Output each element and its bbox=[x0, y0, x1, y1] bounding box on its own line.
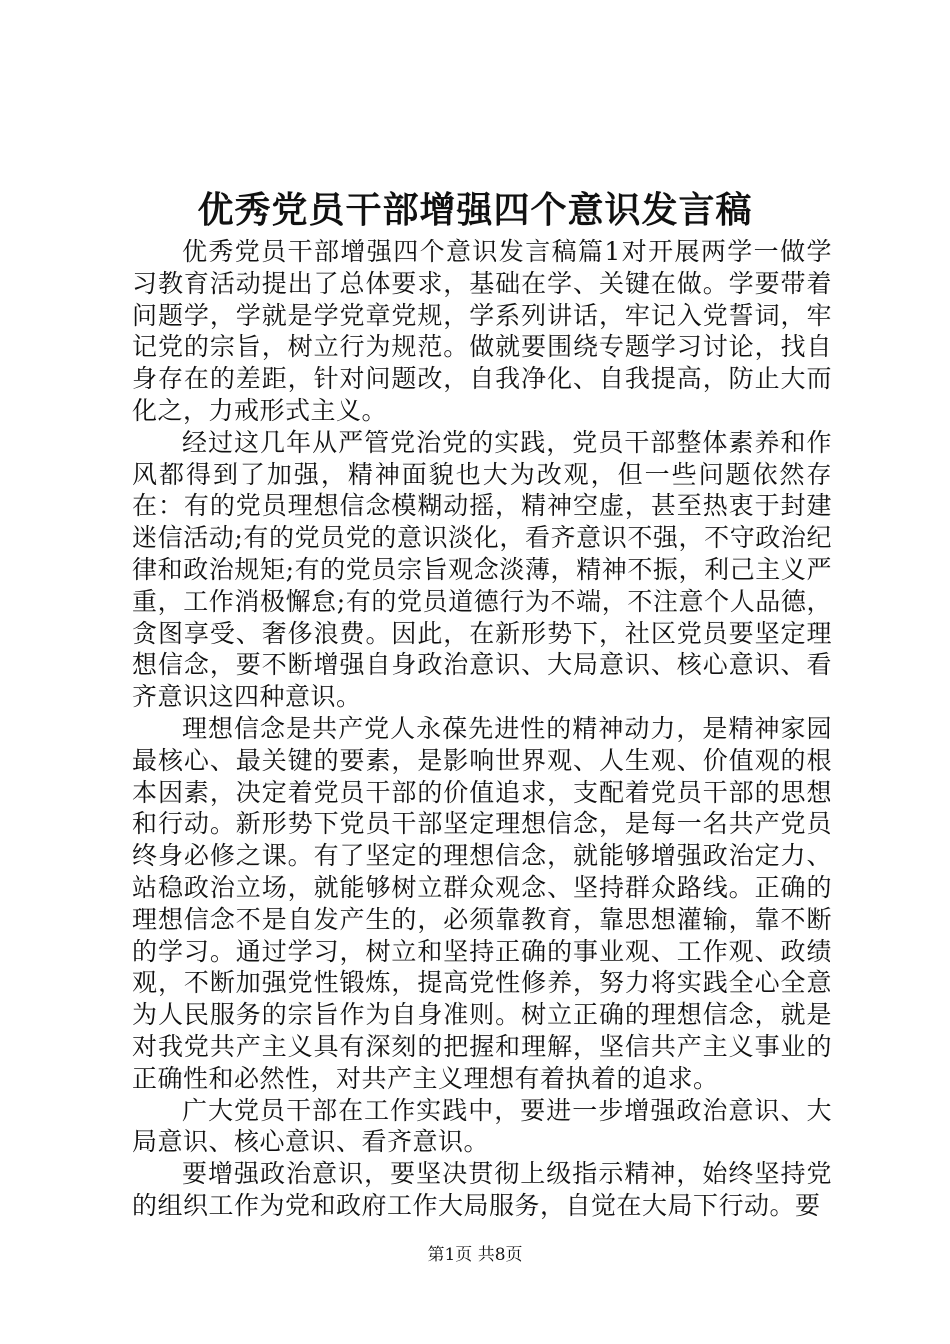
paragraph: 优秀党员干部增强四个意识发言稿篇1对开展两学一做学习教育活动提出了总体要求，基础在学、关键在做。学要带着问题学，学就是学党章党规，学系列讲话，牢记入党誓词，牢记党的宗旨，树立行为规范。做就要围绕专题学习讨论，找自身存在的差距，针对问题改，自我净化、自我提高，防止大而化之，力戒形式主义。 bbox=[132, 237, 832, 425]
paragraph: 广大党员干部在工作实践中，要进一步增强政治意识、大局意识、核心意识、看齐意识。 bbox=[132, 1095, 832, 1157]
paragraph: 经过这几年从严管党治党的实践，党员干部整体素养和作风都得到了加强，精神面貌也大为改观，但一些问题依然存在：有的党员理想信念模糊动摇，精神空虚，甚至热衷于封建迷信活动;有的党员党的意识淡化，看齐意识不强，不守政治纪律和政治规矩;有的党员宗旨观念淡薄，精神不振，利己主义严重，工作消极懈怠;有的党员道德行为不端，不注意个人品德，贪图享受、奢侈浪费。因此，在新形势下，社区党员要坚定理想信念，要不断增强自身政治意识、大局意识、核心意识、看齐意识这四种意识。 bbox=[132, 427, 832, 712]
page-footer: 第1页 共8页 bbox=[427, 1245, 523, 1265]
document-title: 优秀党员干部增强四个意识发言稿 bbox=[197, 189, 753, 231]
paragraph: 要增强政治意识，要坚决贯彻上级指示精神，始终坚持党的组织工作为党和政府工作大局服务，自觉在大局下行动。要 bbox=[132, 1159, 832, 1220]
paragraph: 理想信念是共产党人永葆先进性的精神动力，是精神家园最核心、最关键的要素，是影响世界观、人生观、价值观的根本因素，决定着党员干部的价值追求，支配着党员干部的思想和行动。新形势下党员干部坚定理想信念，是每一名共产党员终身必修之课。有了坚定的理想信念，就能够增强政治定力、站稳政治立场，就能够树立群众观念、坚持群众路线。正确的理想信念不是自发产生的，必须靠教育，靠思想灌输，靠不断的学习。通过学习，树立和坚持正确的事业观、工作观、政绩观，不断加强党性锻炼，提高党性修养，努力将实践全心全意为人民服务的宗旨作为自身准则。树立正确的理想信念，就是对我党共产主义具有深刻的把握和理解，坚信共产主义事业的正确性和必然性，对共产主义理想有着执着的追求。 bbox=[132, 713, 832, 1093]
document-body bbox=[132, 236, 832, 1222]
